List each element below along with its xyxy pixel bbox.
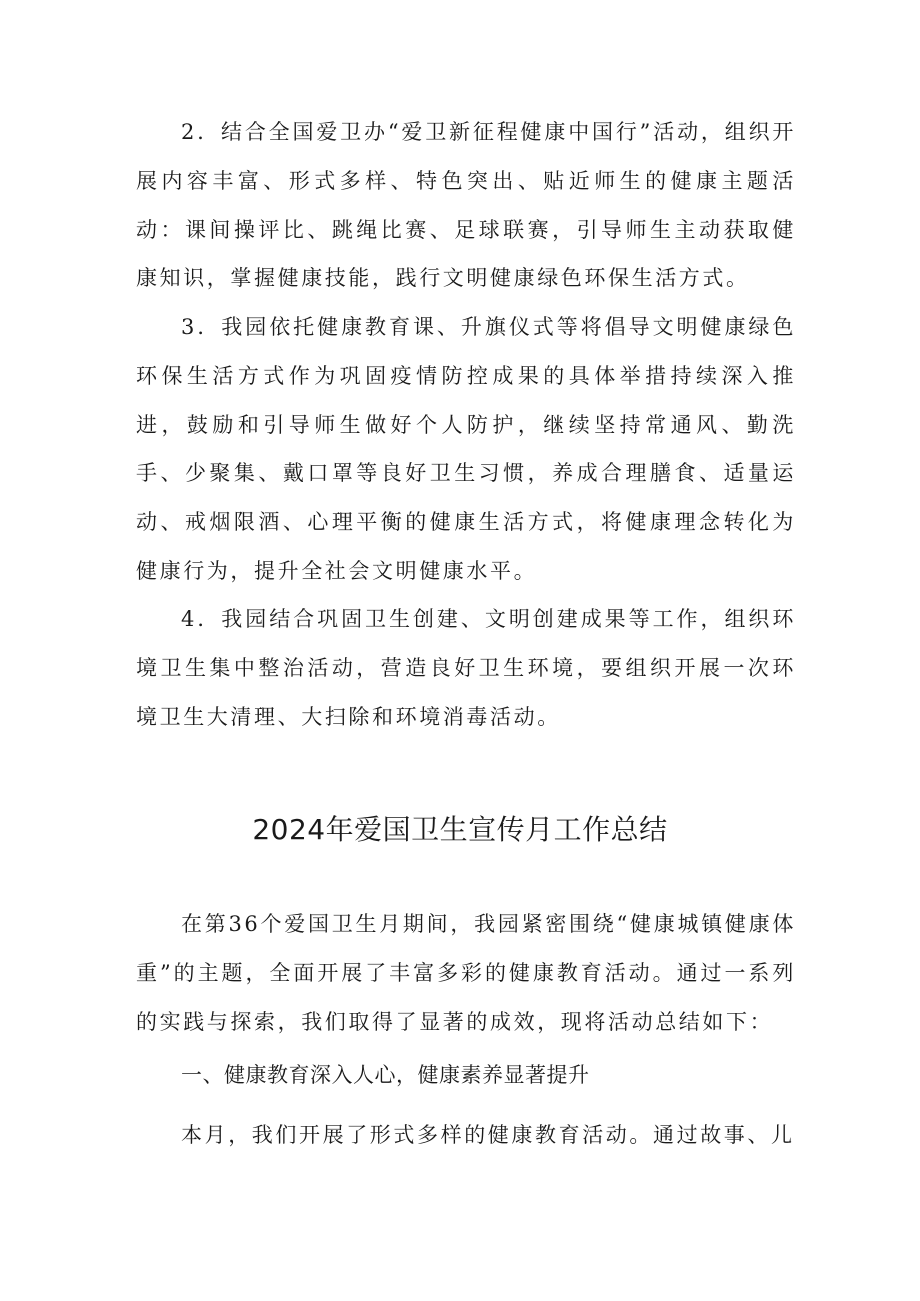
intro-paragraph: 在第36个爱国卫生月期间，我园紧密围绕“健康城镇健康体重”的主题，全面开展了丰富多彩的健康教育活动。通过一系列的实践与探索，我们取得了显著的成效，现将活动总结如下：	[136, 912, 796, 1034]
paragraph-item-4: 4．我园结合巩固卫生创建、文明创建成果等工作，组织环境卫生集中整治活动，营造良好卫生环境，要组织开展一次环境卫生大清理、大扫除和环境消毒活动。	[136, 607, 796, 729]
section-heading: 一、健康教育深入人心，健康素养显著提升	[181, 1063, 590, 1087]
paragraph-item-3: 3．我园依托健康教育课、升旗仪式等将倡导文明健康绿色环保生活方式作为巩固疫情防控成果的具体举措持续深入推进，鼓励和引导师生做好个人防护，继续坚持常通风、勤洗手、少聚集、戴口罩等良好卫生习惯，养成合理膳食、适量运动、戒烟限酒、心理平衡的健康生活方式，将健康理念转化为健康行为，提升全社会文明健康水平。	[136, 315, 796, 583]
paragraph-item-2: 2．结合全国爱卫办“爱卫新征程健康中国行”活动，组织开展内容丰富、形式多样、特色突出、贴近师生的健康主题活动：课间操评比、跳绳比赛、足球联赛，引导师生主动获取健康知识，掌握健康技能，践行文明健康绿色环保生活方式。	[136, 120, 796, 291]
document-title: 2024年爱国卫生宣传月工作总结	[252, 813, 668, 846]
section-body-paragraph: 本月，我们开展了形式多样的健康教育活动。通过故事、儿	[181, 1123, 795, 1147]
